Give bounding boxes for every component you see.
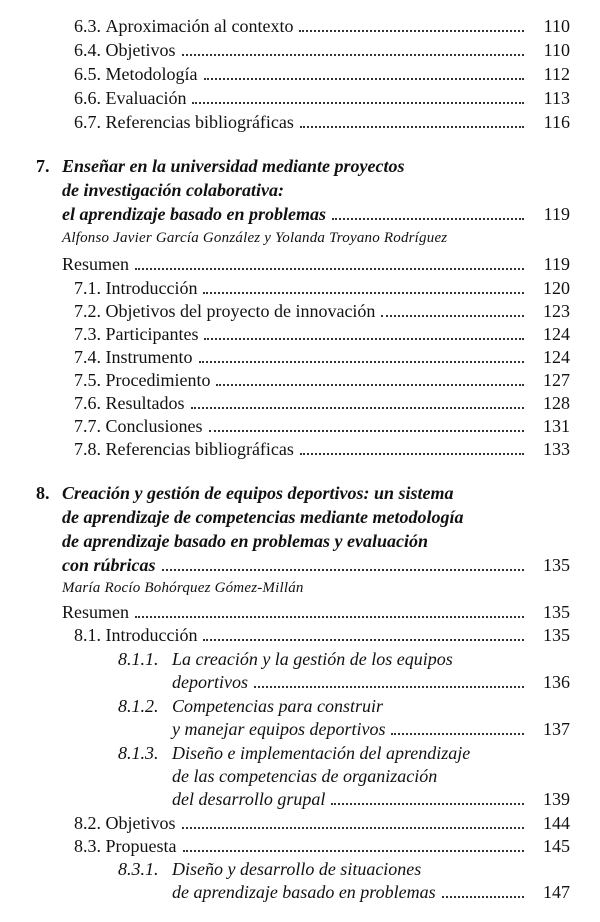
dot-leader — [299, 30, 524, 32]
toc-entry[interactable] — [74, 414, 570, 438]
dot-leader — [135, 268, 524, 270]
toc-entry[interactable] — [74, 276, 570, 300]
entry-number: 8.2. — [74, 813, 101, 833]
entry-number: 7.8. — [74, 439, 101, 459]
subentry-title-line: de aprendizaje basado en problemas — [172, 882, 436, 902]
subentry-number: 8.1.2. — [118, 696, 159, 716]
subentry-title-line: deportivos — [172, 672, 248, 692]
toc-entry[interactable] — [74, 110, 570, 134]
page-number: 133 — [543, 439, 570, 459]
dot-leader — [182, 827, 525, 829]
page-number: 147 — [543, 882, 570, 902]
page-number: 131 — [543, 416, 570, 436]
entry-number: 7.2. — [74, 301, 101, 321]
page-number: 145 — [543, 836, 570, 856]
chapter-title-line[interactable]: de aprendizaje de competencias mediante metodología — [62, 507, 464, 527]
chapter-title-row[interactable] — [62, 202, 570, 226]
subentry-title-line[interactable]: de las competencias de organización — [172, 766, 438, 786]
toc-entry[interactable] — [74, 437, 570, 461]
toc-subentry-row[interactable] — [172, 787, 570, 811]
entry-title: Instrumento — [105, 347, 193, 367]
entry-number: 7.4. — [74, 347, 101, 367]
page-number: 120 — [543, 278, 570, 298]
dot-leader — [191, 407, 525, 409]
dot-leader — [204, 78, 525, 80]
chapter-title-line[interactable]: de aprendizaje basado en problemas y evaluación — [62, 531, 428, 551]
chapter-authors: Alfonso Javier García González y Yolanda Troyano Rodríguez — [62, 230, 448, 246]
entry-title: Metodología — [105, 64, 198, 84]
entry-number: 6.3. — [74, 16, 101, 36]
dot-leader — [391, 733, 524, 735]
dot-leader — [216, 384, 524, 386]
toc-entry[interactable] — [74, 62, 570, 86]
entry-title: Propuesta — [105, 836, 177, 856]
toc-entry[interactable] — [74, 391, 570, 415]
page-number: 119 — [543, 254, 570, 274]
entry-title: Evaluación — [105, 88, 187, 108]
entry-number: 7.7. — [74, 416, 101, 436]
dot-leader — [442, 896, 524, 898]
toc-entry[interactable] — [74, 623, 570, 647]
toc-entry[interactable] — [74, 834, 570, 858]
subentry-title-line[interactable]: Diseño e implementación del aprendizaje — [172, 743, 471, 763]
page-number: 136 — [543, 672, 570, 692]
entry-number: 8.1. — [74, 625, 101, 645]
entry-title: Resultados — [105, 393, 185, 413]
subentry-number: 8.1.3. — [118, 743, 159, 763]
entry-number: 8.3. — [74, 836, 101, 856]
chapter-title-row[interactable] — [62, 553, 570, 577]
dot-leader — [183, 850, 525, 852]
page-number: 139 — [543, 789, 570, 809]
entry-title: Procedimiento — [105, 370, 211, 390]
dot-leader — [209, 430, 525, 432]
chapter-title-line: con rúbricas — [62, 555, 156, 575]
chapter-title-line[interactable]: de investigación colaborativa: — [62, 180, 284, 200]
chapter-number: 8. — [36, 483, 50, 503]
page-number: 144 — [543, 813, 570, 833]
page-number: 119 — [543, 204, 570, 224]
entry-title: Referencias bibliográficas — [105, 439, 294, 459]
page-number: 116 — [543, 112, 570, 132]
subentry-number: 8.3.1. — [118, 859, 159, 879]
entry-title: Resumen — [62, 254, 129, 274]
entry-title: Objetivos del proyecto de innovación — [105, 301, 376, 321]
dot-leader — [162, 569, 524, 571]
entry-number: 7.6. — [74, 393, 101, 413]
chapter-title-line[interactable]: Creación y gestión de equipos deportivos: un sistema — [62, 483, 454, 503]
dot-leader — [135, 616, 524, 618]
entry-number: 6.6. — [74, 88, 101, 108]
page-number: 110 — [543, 40, 570, 60]
toc-entry-resumen[interactable] — [62, 600, 570, 624]
page-number: 135 — [543, 602, 570, 622]
toc-subentry-row[interactable] — [172, 670, 570, 694]
dot-leader — [254, 686, 524, 688]
dot-leader — [381, 315, 524, 317]
entry-title: Objetivos — [105, 40, 176, 60]
entry-title: Introducción — [105, 625, 198, 645]
toc-entry-resumen[interactable] — [62, 252, 570, 276]
page-number: 113 — [543, 88, 570, 108]
toc-entry[interactable] — [74, 14, 570, 38]
page-number: 112 — [543, 64, 570, 84]
entry-title: Resumen — [62, 602, 129, 622]
dot-leader — [300, 453, 524, 455]
page-number: 128 — [543, 393, 570, 413]
dot-leader — [192, 102, 524, 104]
chapter-authors: María Rocío Bohórquez Gómez-Millán — [62, 580, 304, 596]
entry-title: Objetivos — [105, 813, 176, 833]
subentry-title-line[interactable]: Diseño y desarrollo de situaciones — [172, 859, 422, 879]
chapter-title-line: el aprendizaje basado en problemas — [62, 204, 326, 224]
dot-leader — [331, 803, 524, 805]
entry-number: 6.5. — [74, 64, 101, 84]
toc-entry[interactable] — [74, 345, 570, 369]
subentry-title-line[interactable]: Competencias para construir — [172, 696, 383, 716]
entry-title: Aproximación al contexto — [105, 16, 294, 36]
page-number: 123 — [543, 301, 570, 321]
entry-number: 7.3. — [74, 324, 101, 344]
dot-leader — [203, 639, 524, 641]
chapter-title-line[interactable]: Enseñar en la universidad mediante proyectos — [62, 156, 405, 176]
page-number: 135 — [543, 625, 570, 645]
page-number: 124 — [543, 347, 570, 367]
dot-leader — [199, 361, 525, 363]
dot-leader — [203, 292, 524, 294]
entry-number: 7.5. — [74, 370, 101, 390]
subentry-title-line: y manejar equipos deportivos — [172, 719, 386, 739]
entry-title: Participantes — [105, 324, 199, 344]
subentry-title-line: del desarrollo grupal — [172, 789, 326, 809]
dot-leader — [332, 218, 524, 220]
page-number: 137 — [543, 719, 570, 739]
entry-number: 7.1. — [74, 278, 101, 298]
chapter-number: 7. — [36, 156, 50, 176]
subentry-number: 8.1.1. — [118, 649, 159, 669]
toc-entry[interactable] — [74, 811, 570, 835]
entry-title: Referencias bibliográficas — [105, 112, 294, 132]
dot-leader — [182, 54, 525, 56]
page-number: 124 — [543, 324, 570, 344]
entry-number: 6.7. — [74, 112, 101, 132]
toc-subentry-row[interactable] — [172, 880, 570, 904]
page-number: 127 — [543, 370, 570, 390]
dot-leader — [300, 126, 524, 128]
toc-entry[interactable] — [74, 299, 570, 323]
toc-entry[interactable] — [74, 368, 570, 392]
page-number: 135 — [543, 555, 570, 575]
dot-leader — [204, 338, 524, 340]
toc-entry[interactable] — [74, 38, 570, 62]
toc-entry[interactable] — [74, 322, 570, 346]
entry-title: Conclusiones — [105, 416, 203, 436]
entry-title: Introducción — [105, 278, 198, 298]
subentry-title-line[interactable]: La creación y la gestión de los equipos — [172, 649, 453, 669]
page-number: 110 — [543, 16, 570, 36]
entry-number: 6.4. — [74, 40, 101, 60]
toc-entry[interactable] — [74, 86, 570, 110]
toc-subentry-row[interactable] — [172, 717, 570, 741]
